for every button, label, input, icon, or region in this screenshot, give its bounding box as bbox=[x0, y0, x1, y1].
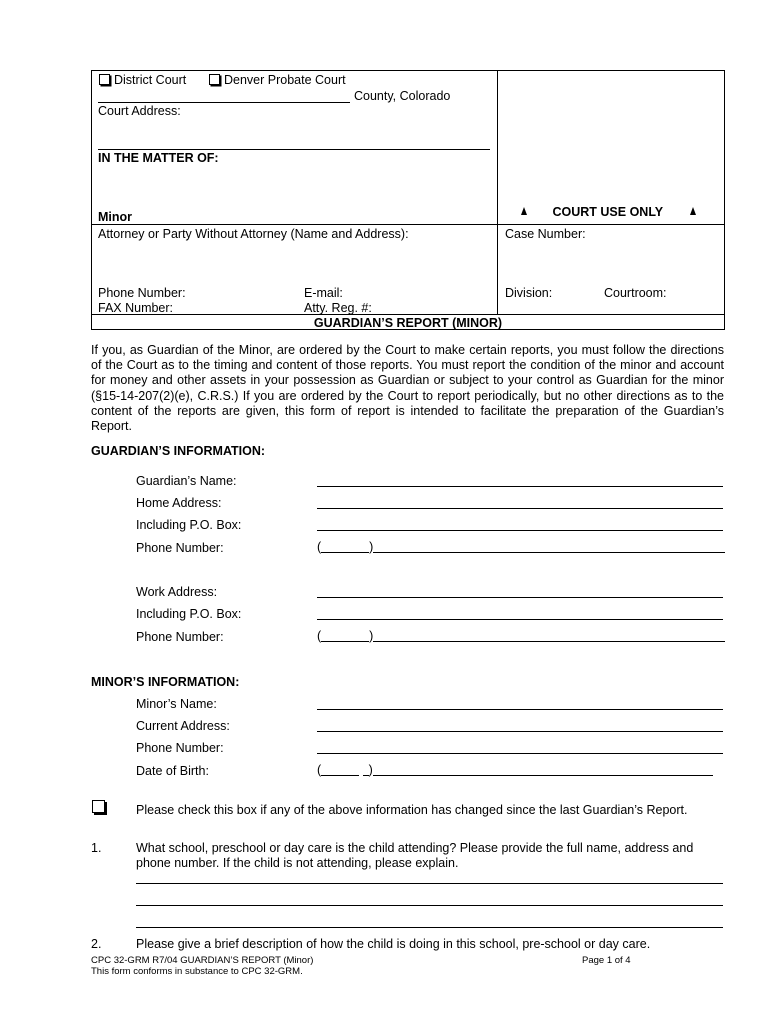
arrow-up-icon bbox=[521, 207, 527, 215]
guardian-phone-field[interactable]: ( ) bbox=[317, 540, 725, 554]
court-use-only: COURT USE ONLY bbox=[521, 205, 696, 219]
intro-line: of the Court as to the timing and content of those reports. You must report the condition of the minor and account bbox=[91, 358, 724, 373]
in-the-matter-label: IN THE MATTER OF: bbox=[98, 151, 219, 165]
question-1-answer-line[interactable] bbox=[136, 905, 723, 906]
minor-address-field[interactable] bbox=[317, 731, 723, 732]
work-address-label: Work Address: bbox=[136, 585, 218, 599]
denver-probate-option[interactable]: Denver Probate Court bbox=[209, 73, 346, 87]
minor-phone-field[interactable] bbox=[317, 753, 723, 754]
dob-label: Date of Birth: bbox=[136, 764, 209, 778]
caption-divider bbox=[497, 70, 498, 315]
court-address-label: Court Address: bbox=[98, 104, 181, 118]
question-1-line-2: phone number. If the child is not attending, please explain. bbox=[136, 856, 459, 870]
arrow-up-icon bbox=[690, 207, 696, 215]
question-2-number: 2. bbox=[91, 937, 102, 951]
footer-form-id: CPC 32-GRM R7/04 GUARDIAN’S REPORT (Minor) bbox=[91, 955, 314, 966]
question-1-answer-line[interactable] bbox=[136, 927, 723, 928]
courtroom-label: Courtroom: bbox=[604, 286, 667, 300]
minor-label: Minor bbox=[98, 210, 133, 224]
minor-name-label: Minor’s Name: bbox=[136, 697, 217, 711]
footer-page-number: Page 1 of 4 bbox=[582, 955, 631, 966]
question-1-line-1: What school, preschool or day care is the child attending? Please provide the full name, address and bbox=[136, 841, 694, 855]
guardian-heading: GUARDIAN’S INFORMATION: bbox=[91, 444, 266, 458]
work-po-box-label: Including P.O. Box: bbox=[136, 607, 242, 621]
intro-line: (§15-14-207(2)(e), C.R.S.) If you are ordered by the Court to report periodically, but no other directions as to the bbox=[91, 388, 724, 403]
caption-row-line-2 bbox=[91, 314, 725, 315]
question-2-text: Please give a brief description of how the child is doing in this school, pre-school or day care. bbox=[136, 937, 651, 951]
court-address-line bbox=[98, 149, 490, 150]
minor-phone-label: Phone Number: bbox=[136, 741, 224, 755]
work-phone-label: Phone Number: bbox=[136, 630, 224, 644]
attorney-email-label: E-mail: bbox=[304, 286, 343, 300]
caption-row-line-1 bbox=[91, 224, 725, 225]
district-court-option[interactable]: District Court bbox=[99, 73, 186, 87]
home-po-box-label: Including P.O. Box: bbox=[136, 518, 242, 532]
info-changed-text: Please check this box if any of the above information has changed since the last Guardian’s Report. bbox=[136, 803, 688, 817]
guardian-phone-label: Phone Number: bbox=[136, 541, 224, 555]
question-1-number: 1. bbox=[91, 841, 102, 855]
intro-line: If you, as Guardian of the Minor, are ordered by the Court to make certain reports, you must follow the directions bbox=[91, 343, 724, 357]
work-phone-field[interactable]: ( ) bbox=[317, 629, 725, 643]
district-court-checkbox[interactable] bbox=[99, 74, 110, 85]
intro-line: content of the reports are given, this form of report is intended to facilitate the preparation of the Guardian’s bbox=[91, 403, 724, 418]
info-changed-checkbox[interactable] bbox=[92, 800, 105, 813]
attorney-fax-label: FAX Number: bbox=[98, 301, 174, 315]
work-po-box-field[interactable] bbox=[317, 619, 723, 620]
intro-paragraph bbox=[91, 343, 724, 434]
intro-line: Report. bbox=[91, 419, 132, 434]
minor-heading: MINOR’S INFORMATION: bbox=[91, 675, 240, 689]
attorney-phone-label: Phone Number: bbox=[98, 286, 186, 300]
intro-line: for money and other assets in your possession as Guardian or subject to your control as Guardian for the minor bbox=[91, 373, 724, 388]
guardian-name-label: Guardian’s Name: bbox=[136, 474, 237, 488]
minor-name-field[interactable] bbox=[317, 709, 723, 710]
case-number-label: Case Number: bbox=[505, 227, 586, 241]
form-title: GUARDIAN’S REPORT (MINOR) bbox=[313, 316, 503, 330]
county-label: County, Colorado bbox=[354, 89, 451, 103]
work-address-field[interactable] bbox=[317, 597, 723, 598]
minor-address-label: Current Address: bbox=[136, 719, 230, 733]
footer-conforms: This form conforms in substance to CPC 32-GRM. bbox=[91, 966, 303, 977]
dob-field[interactable]: ( ) bbox=[317, 763, 713, 777]
home-address-field[interactable] bbox=[317, 508, 723, 509]
attorney-label: Attorney or Party Without Attorney (Name and Address): bbox=[98, 227, 409, 241]
question-1-answer-line[interactable] bbox=[136, 883, 723, 884]
division-label: Division: bbox=[505, 286, 553, 300]
denver-probate-checkbox[interactable] bbox=[209, 74, 220, 85]
home-po-box-field[interactable] bbox=[317, 530, 723, 531]
atty-reg-label: Atty. Reg. #: bbox=[304, 301, 372, 315]
home-address-label: Home Address: bbox=[136, 496, 222, 510]
county-line bbox=[98, 102, 350, 103]
guardian-name-field[interactable] bbox=[317, 486, 723, 487]
